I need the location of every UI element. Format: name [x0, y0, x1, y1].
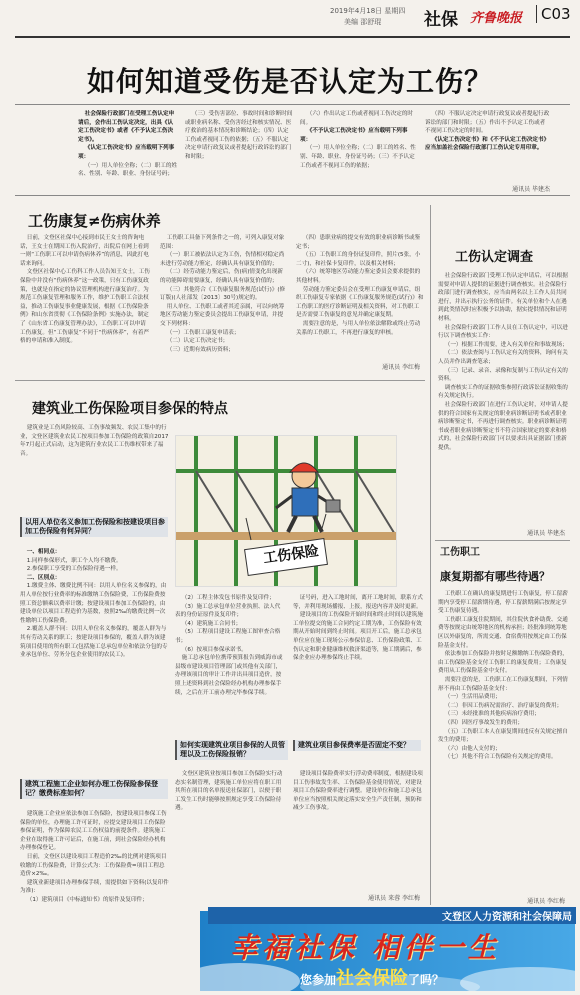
- paragraph: 2.参保职工享受的工伤保险待遇一样。: [26, 566, 122, 573]
- paragraph: 日前，文登区以建设项目工程造价2‰的比例对建筑项目收缴的工伤保险费，计算公式为：工伤保险费=项目工程总造价×2‰。: [20, 853, 167, 878]
- insurance-sign: 工伤保险: [262, 543, 320, 567]
- paragraph: 建设项目的工伤保险开始时间和终止时间以建筑施工单位提交的施工合同约定工期为准，工伤保险有效期从开始时间到终止时间。项目开工后，施工总承包单位应在施工现场公示参保信息、工伤保险政策、工伤认定和职业健康维权救济渠道等，施工期满后，参保企业应办理参保终止手续。: [293, 612, 423, 662]
- intro-col-3: [300, 110, 418, 192]
- paragraph: 用人单位、工伤职工或者其近亲属，可以向统筹地区劳动能力鉴定委员会提出工伤康复申请，并提交下列材料：: [160, 303, 285, 327]
- intro-text: 《认定工伤决定书》和《不予认定工伤决定书》应当加盖社会保险行政部门工伤认定专用印章。: [425, 136, 550, 152]
- banner-q-post: 了吗？: [408, 973, 445, 987]
- paragraph: 社会保险行政部门受理工伤认定申请后，可以根据需要对申请人提供的证据进行调查核实。社会保险行政部门进行调查核实，应当由两名以上工作人员共同进行，并出示执行公务的证件。有关单位和个人在遇到此类情况时应积极予以协助，据实提供情况和证明材料。: [438, 273, 568, 322]
- paragraph: （二）认定工伤决定书；: [166, 338, 229, 345]
- paragraph: 工伤职工康复住院期间，其住院伙食补助费、交通费等按规定由统筹地区的机构承担；经批准到统筹地区以外康复的，所需交通、食宿费用按规定由工伤保险基金支付。: [438, 616, 568, 649]
- article1-col-3: [296, 234, 424, 356]
- column-divider: [430, 205, 431, 905]
- article4-body: [438, 590, 568, 890]
- paragraph: （5）工程项目建设工程施工图审查合格书；: [175, 629, 281, 644]
- banner-q-pre: 您参加: [300, 973, 337, 987]
- paragraph: （6）按项目参保承诺书。: [181, 646, 247, 653]
- paragraph: （4）建筑施工合同书；: [181, 620, 242, 627]
- paragraph: （1）建筑项目《中标通知书》的原件及复印件；: [26, 896, 148, 903]
- paragraph: （一）根据工作需要，进入有关单位和事故现场；: [444, 341, 568, 348]
- article3-col-1: [20, 424, 170, 522]
- article3-col-2: [175, 594, 285, 734]
- construction-illustration: [175, 435, 397, 587]
- article-title: 康复期都有哪些待遇？: [440, 570, 550, 583]
- paragraph: （三）未经批准的其他疾病治疗费用；: [444, 711, 540, 718]
- paragraph: 依法参加工伤保险并按时足额缴纳工伤保险费的，由工伤保险基金支付工伤职工的康复费用；工伤康复费用从工伤保险基金中支付。: [438, 651, 568, 675]
- intro-col-4: [425, 110, 550, 182]
- question-box: 建筑工程施工企业如何办理工伤保险参保登记？缴费标准如何？: [20, 779, 168, 799]
- banner-slogan: 幸福社保 相伴一生: [230, 931, 500, 964]
- intro-col-1: [78, 110, 178, 192]
- article-title: 工伤康复≠伤病休养: [28, 212, 161, 230]
- subheading: 一、相同点：: [26, 549, 61, 555]
- paragraph: （一）职工被依法认定为工伤，伤情相对稳定尚未进行劳动能力鉴定，经确认具有康复价值的；: [160, 252, 285, 267]
- paragraph: 日前，文登区社保中心接到市民王女士的咨询电话，王女士在期因工伤入院治疗，出院后在网上看到一则“工伤职工可以申请伤病休养”的消息，因此打电话来询问。: [20, 235, 149, 267]
- article1-author: 通讯员 李红梅: [382, 364, 420, 371]
- page-number: C03: [536, 5, 571, 23]
- question-box: 建筑业项目参保费率是否固定不变？: [293, 740, 421, 751]
- paragraph: （五）工伤职工的身份证复印件，照片(5张，小二寸)，和社保卡复印件，以及相关材料；: [296, 252, 421, 267]
- paragraph: 建筑业新建项目办理参保手续，需提供如下资料(以复印件为准)：: [20, 879, 169, 895]
- issue-date: 2019年4月18日 星期四: [330, 7, 406, 15]
- paragraph: （三）近期有效病历资料；: [166, 346, 234, 353]
- article3-col-1b: [20, 548, 170, 773]
- paragraph: （六）统筹地区劳动能力鉴定委员会要求提供的其他材料。: [296, 269, 421, 284]
- paragraph: （四）因医疗事故发生的费用；: [444, 719, 524, 726]
- section-divider: [15, 380, 425, 381]
- intro-text: （三）受伤害部位、事故时间和诊断时间或职业病名称、受伤害经过和核实情况、医疗救治的基本情况和诊断结论；（四）认定工伤或者视同工伤的依据；（五）不服认定决定申请行政复议或者提起行政诉讼的部门和时限；: [185, 111, 293, 160]
- article-title: 建筑业工伤保险项目参保的特点: [32, 401, 228, 417]
- paragraph: 施工总承包单位携带预算报告到威海市或县级市建设项目管理部门或其他有关部门，办理该项目的审计工作并出具项目造价，按照上述资料到社会保险经办机构办理参保手续，之后在开工前办理完毕参保手续。: [175, 655, 283, 696]
- paragraph: 工伤职工具备下列条件之一的，可列入康复对象范围：: [160, 235, 285, 250]
- intro-text: （六）作出认定工伤或者视同工伤决定的时间。: [300, 111, 414, 126]
- paragraph: 建筑施工企业应依法参加工伤保险，按建设项目参保工伤保险的单位，办理施工许可证时，应提交建设项目工伤保险参保证明，作为保障农民工工伤权益的前提条件。建筑施工企业在取得施工许可证后，在施工前，到社会保险经办机构办理参保登记。: [20, 811, 167, 852]
- paragraph: 建设项目保险费率实行浮动费率制度，根据建设项目工伤事故发生率、工伤保险基金使用情况，对建设项目工伤保险费率进行调整。建设单位和施工总承包单位应当按照相关规定落实安全生产责任制，预防和减少工伤事故。: [293, 771, 423, 812]
- paragraph: 社会保险行政部门工作人员在工伤认定中，可以进行以下调查核实工作：: [438, 324, 568, 340]
- intro-text: （一）用人单位全称；（二）职工的姓名、性别、年龄、职业、身份证号码；（三）不予认定工伤或者不视同工伤的依据；: [300, 145, 416, 169]
- intro-text: 《不予认定工伤决定书》应当载明下列事项：: [300, 128, 408, 143]
- paragraph: 2.覆盖人群不同：以用人单位名义参保的，覆盖人群为与其有劳动关系的职工；按建设项目参保的，覆盖人群为该建筑项目使用的所有职工(包括施工总承包单位和依法分包的专业承包单位、劳务分包企业使用的农民工)。: [20, 626, 168, 659]
- question-box: 如何实现建筑业项目参保的人员管理以及工伤保险报销？: [175, 740, 288, 760]
- article1-col-1: [20, 234, 150, 364]
- paragraph: 文登区建筑业按项目参加工伤保险实行动态实名制管理，建筑施工单位应将在职工用其所在项目的名单报送社保部门，以便于职工发生工伤时能够按照规定享受工伤保险待遇。: [175, 771, 283, 812]
- paragraph: （五）工伤职工本人在康复期间违反有关规定擅自发生的费用；: [438, 728, 568, 744]
- paragraph: 社会保险行政部门在进行工伤认定时，对申请人提供的符合国家有关规定的职业病诊断证明书或者职业病诊断鉴定书，不再进行调查核实。职业病诊断证明书或者职业病诊断鉴定书不符合国家规定的要求和格式的，社会保险行政部门可以要求出具证据部门重新提供。: [438, 401, 568, 451]
- paragraph: （3）施工总承包单位营业执照、法人代表的身份证原件及复印件；: [175, 603, 281, 619]
- paragraph: 需要注意的是，与用人单位依法解除或终止劳动关系的工伤职工，不再进行康复的审核。: [296, 320, 421, 336]
- paragraph: 工伤职工在确认的康复期进行工伤康复，停工留薪期内享受停工留薪期待遇，停工留薪期满后按规定享受工伤康复待遇。: [438, 591, 568, 615]
- paragraph: （三）其他符合《工伤康复服务规范(试行)》(修订版)(人社部发〔2013〕30号)规定的。: [160, 286, 286, 302]
- article4-author: 通讯员 李红梅: [527, 898, 565, 905]
- paragraph: （七）其他不符合工伤保险有关规定的费用。: [444, 754, 557, 761]
- paragraph: （二）经劳动能力鉴定后，伤(病)情变化出现新的功能障碍需要康复，经确认具有康复价值的；: [160, 269, 283, 284]
- paragraph: （四）患职业病的提交有效的职业病诊断书或鉴定书；: [296, 235, 421, 250]
- header-rule: [15, 36, 570, 38]
- paragraph: （一）生活用品费用；: [444, 694, 501, 701]
- paragraph: （二）依法查阅与工伤认定有关的资料，询问有关人员并作出调查笔录；: [438, 350, 568, 365]
- paragraph: （2）工程主体发包书原件及复印件；: [181, 595, 275, 601]
- subheading: 二、区别点：: [26, 574, 61, 581]
- banner-question: [300, 964, 444, 990]
- paragraph: 1.同样参保形式，职工个人均不缴费。: [26, 557, 122, 564]
- paragraph: （三）记录、录音、录像和复制与工伤认定有关的资料。: [438, 367, 568, 383]
- section-name: 社保: [424, 10, 458, 30]
- intro-col-2: [185, 110, 293, 192]
- article3-col-2b: [175, 770, 285, 905]
- paragraph: 证号码，进入工地时间，离开工地时间，联系方式等，并利用现场播报、上报，报送内容并及时更新。: [293, 595, 423, 610]
- article3-col-3: [293, 594, 423, 734]
- intro-text: （四）不服认定决定申请行政复议或者提起行政诉讼的部门和时限；（五）作出不予认定工伤或者不视同工伤决定的时间。: [425, 111, 550, 135]
- article1-col-2: [160, 234, 288, 364]
- banner-org: 文登区人力资源和社会保障局: [208, 907, 576, 924]
- paragraph: 文登区社保中心工伤科工作人员告知王女士，工伤保险中并没有“伤病休养”这一政策，只有工伤康复政策，也就是在指定的协议管理机构进行康复治疗。为规范工伤康复管理和服务工作，维护工伤职工合法权益，推动工伤康复事业健康发展，根据《工伤保险条例》和山东省贯彻《工伤保险条例》实施办法，制定了《山东省工伤康复管理办法》，工伤职工可以申请工伤康复。但“工伤康复”不同于“伤病休养”，有着严格的申请和准入制度。: [20, 269, 150, 345]
- page-header: [0, 0, 580, 36]
- paragraph: 劳动能力鉴定委员会在受理工伤康复申请后，组织工伤康复专家依据《工伤康复服务规范(试行)》和工伤职工的医疗诊断证明及相关资料，对工伤职工是否需要工伤康复的意见并确定康复期。: [296, 286, 424, 319]
- intro-text: 社会保险行政部门在受理工伤认定申请后，会作出工伤认定决定，出具《认定工伤决定书》或者《不予认定工伤决定书》。: [78, 111, 175, 143]
- article3-col-3b: [293, 770, 423, 885]
- article-title: 工伤职工: [440, 547, 480, 558]
- article2-author: 通讯员 毕建杰: [527, 530, 565, 537]
- intro-text: 《认定工伤决定书》应当载明下列事项：: [78, 145, 175, 160]
- article3-author: 通讯员 来蓉 李红梅: [368, 895, 420, 902]
- question-box: 以用人单位名义参加工伤保险和按建设项目参加工伤保险有何异同？: [20, 517, 168, 537]
- paragraph: （六）由他人支付的；: [444, 745, 501, 752]
- paragraph: （二）非因工伤病况需治疗、治疗康复的费用；: [444, 702, 563, 709]
- editor-credit: 美编 邵舒琨: [344, 18, 382, 26]
- intro-author: 通讯员 毕建杰: [512, 186, 550, 193]
- page-headline: 如何知道受伤是否认定为工伤？: [86, 65, 493, 98]
- paragraph: 建筑业是工伤风险较高、工伤事故频发、农民工集中的行业，文登区建筑业农民工按项目参加工伤保险的政策自2017年7月起正式启动，这为建筑行业农民工工伤维权带来了福音。: [20, 425, 169, 457]
- section-divider: [435, 540, 570, 541]
- paragraph: 调查核实工作的证据收集参照行政诉讼证据收集的有关规定执行。: [438, 384, 568, 400]
- article-title: 工伤认定调查: [455, 250, 534, 265]
- newspaper-logo: 齐鲁晚报: [470, 11, 523, 26]
- article2-body: [438, 272, 568, 524]
- article3-col-1c: [20, 810, 170, 990]
- intro-text: （一）用人单位全称；（二）职工的姓名、性别、年龄、职业、身份证号码；: [78, 162, 178, 178]
- paragraph: 需要注意的是，工伤职工在工伤康复期间，下列情形不再由工伤保险基金支付：: [438, 676, 568, 692]
- paragraph: 1.缴费主体、缴费比例不同：以用人单位名义参保的，由用人单位按行业费率的标准缴纳工伤保险费，工伤保险费按照工资总额乘以费率计缴；按建设项目参加工伤保险的，由建设单位以项目工程造价为基数，按照2‰的缴费比例一次性缴纳工伤保险费。: [20, 583, 167, 624]
- paragraph: （一）工伤职工康复申请表；: [166, 329, 240, 336]
- banner-q-main: 社会保险: [336, 968, 409, 989]
